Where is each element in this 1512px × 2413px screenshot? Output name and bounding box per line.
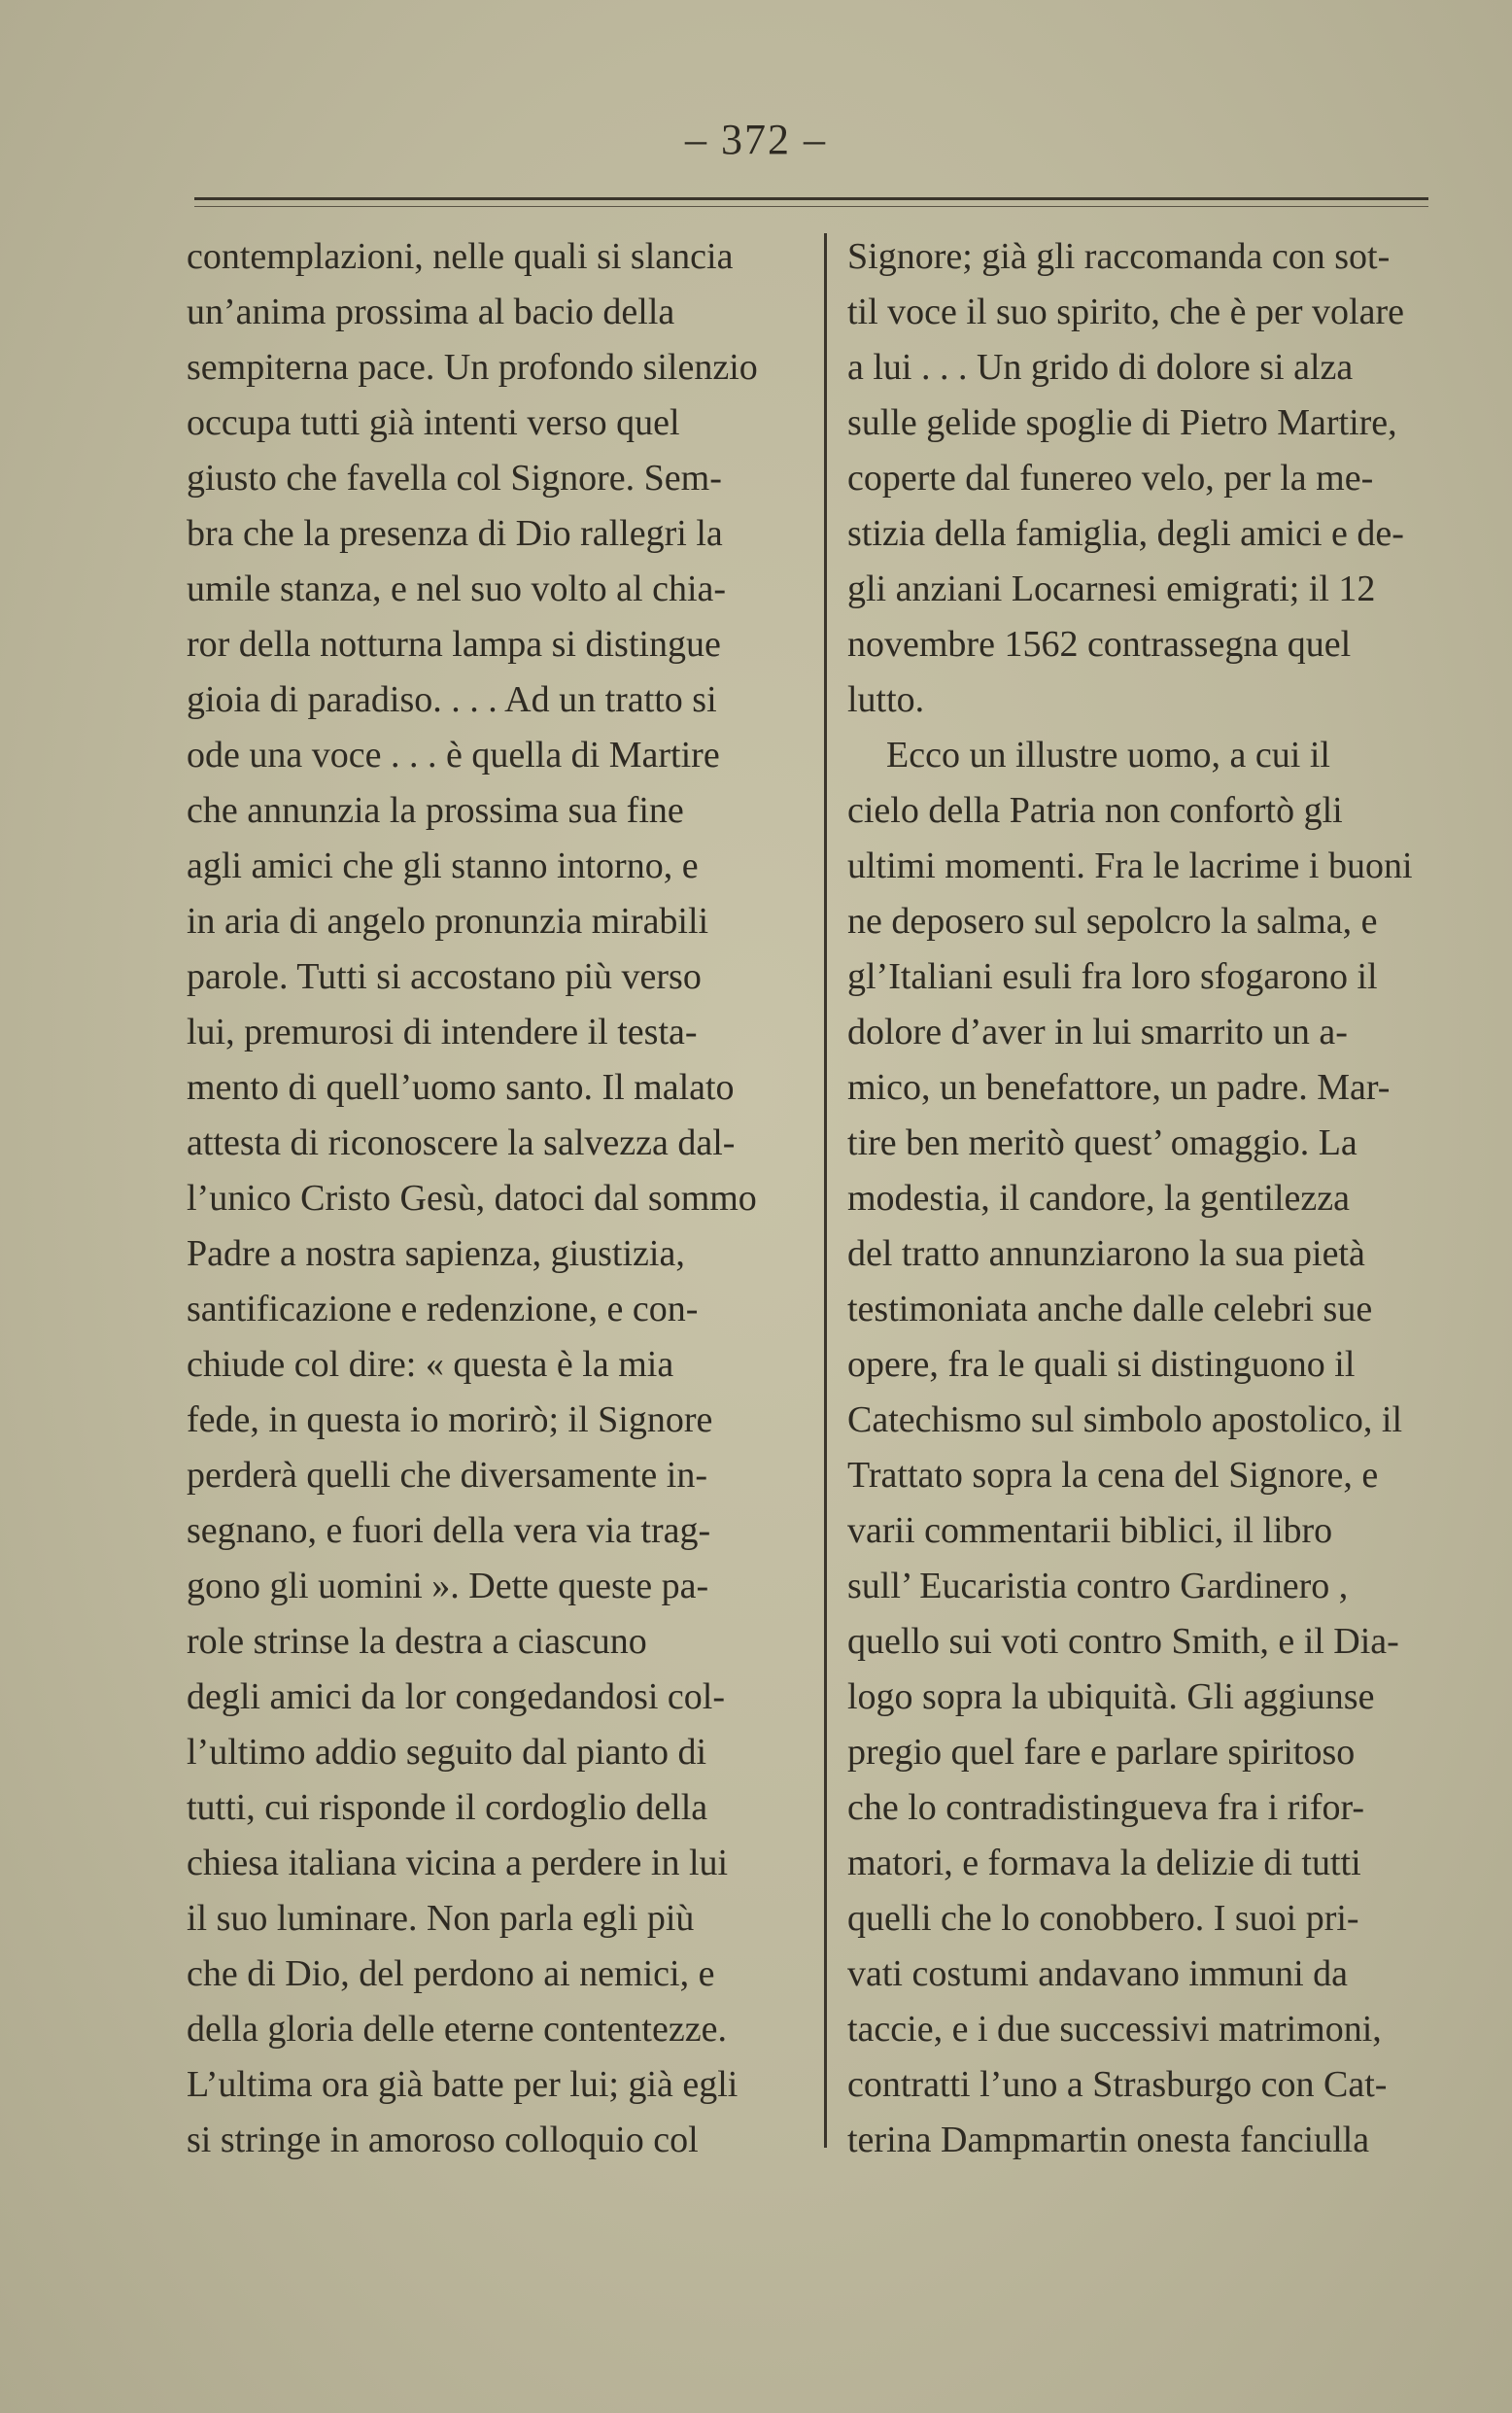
text-line: terina Dampmartin onesta fanciulla bbox=[847, 2120, 1370, 2160]
text-line: del tratto annunziarono la sua pietà bbox=[847, 1233, 1365, 1274]
text-line: in aria di angelo pronunzia mirabili bbox=[187, 901, 709, 942]
text-line: cielo della Patria non confortò gli bbox=[847, 790, 1343, 831]
text-line: quelli che lo conobbero. I suoi pri- bbox=[847, 1898, 1359, 1939]
text-line: til voce il suo spirito, che è per volare bbox=[847, 292, 1404, 332]
text-line: gioia di paradiso. . . . Ad un tratto si bbox=[187, 679, 717, 720]
text-line: chiesa italiana vicina a perdere in lui bbox=[187, 1843, 729, 1883]
text-line: Trattato sopra la cena del Signore, e bbox=[847, 1455, 1379, 1496]
text-line: contemplazioni, nelle quali si slancia bbox=[187, 236, 734, 277]
left-column bbox=[187, 229, 791, 2168]
text-line: attesta di riconoscere la salvezza dal- bbox=[187, 1122, 736, 1163]
text-line: sempiterna pace. Un profondo silenzio bbox=[187, 347, 758, 388]
text-line: mento di quell’uomo santo. Il malato bbox=[187, 1067, 735, 1108]
text-line: umile stanza, e nel suo volto al chia- bbox=[187, 569, 727, 609]
text-line: ode una voce . . . è quella di Martire bbox=[187, 735, 720, 776]
text-line: contratti l’uno a Strasburgo con Cat- bbox=[847, 2064, 1388, 2105]
text-line: opere, fra le quali si distinguono il bbox=[847, 1344, 1356, 1385]
text-line: pregio quel fare e parlare spiritoso bbox=[847, 1732, 1356, 1773]
text-line: matori, e formava la delizie di tutti bbox=[847, 1843, 1361, 1883]
text-line: che di Dio, del perdono ai nemici, e bbox=[187, 1953, 715, 1994]
text-line: L’ultima ora già batte per lui; già egli bbox=[187, 2064, 739, 2105]
text-line: chiude col dire: « questa è la mia bbox=[187, 1344, 674, 1385]
text-line: Padre a nostra sapienza, giustizia, bbox=[187, 1233, 685, 1274]
text-line: modestia, il candore, la gentilezza bbox=[847, 1178, 1350, 1219]
text-line: perderà quelli che diversamente in- bbox=[187, 1455, 707, 1496]
text-line: novembre 1562 contrassegna quel bbox=[847, 624, 1352, 665]
column-divider bbox=[824, 233, 827, 2148]
text-line: santificazione e redenzione, e con- bbox=[187, 1289, 699, 1329]
text-line: che annunzia la prossima sua fine bbox=[187, 790, 684, 831]
text-line: Catechismo sul simbolo apostolico, il bbox=[847, 1399, 1403, 1440]
text-line: gl’Italiani esuli fra loro sfogarono il bbox=[847, 956, 1378, 997]
text-line: agli amici che gli stanno intorno, e bbox=[187, 845, 699, 886]
text-line: varii commentarii biblici, il libro bbox=[847, 1510, 1333, 1551]
text-line: sulle gelide spoglie di Pietro Martire, bbox=[847, 402, 1397, 443]
right-column bbox=[847, 229, 1450, 2168]
text-line: bra che la presenza di Dio rallegri la bbox=[187, 513, 723, 554]
text-line: stizia della famiglia, degli amici e de- bbox=[847, 513, 1404, 554]
header-rule bbox=[194, 197, 1428, 207]
text-line: occupa tutti già intenti verso quel bbox=[187, 402, 680, 443]
text-line: gli anziani Locarnesi emigrati; il 12 bbox=[847, 569, 1376, 609]
text-line: giusto che favella col Signore. Sem- bbox=[187, 458, 722, 499]
text-line: della gloria delle eterne contentezze. bbox=[187, 2009, 727, 2050]
text-line: parole. Tutti si accostano più verso bbox=[187, 956, 702, 997]
text-line: lutto. bbox=[847, 679, 925, 720]
text-line: quello sui voti contro Smith, e il Dia- bbox=[847, 1621, 1399, 1662]
text-line: vati costumi andavano immuni da bbox=[847, 1953, 1349, 1994]
text-line: il suo luminare. Non parla egli più bbox=[187, 1898, 695, 1939]
text-line: ror della notturna lampa si distingue bbox=[187, 624, 721, 665]
text-line: l’ultimo addio seguito dal pianto di bbox=[187, 1732, 707, 1773]
text-line: tire ben meritò quest’ omaggio. La bbox=[847, 1122, 1357, 1163]
text-line: logo sopra la ubiquità. Gli aggiunse bbox=[847, 1676, 1375, 1717]
text-line: role strinse la destra a ciascuno bbox=[187, 1621, 647, 1662]
text-line: testimoniata anche dalle celebri sue bbox=[847, 1289, 1373, 1329]
text-line: ne deposero sul sepolcro la salma, e bbox=[847, 901, 1378, 942]
text-line: Ecco un illustre uomo, a cui il bbox=[886, 735, 1330, 776]
text-line: un’anima prossima al bacio della bbox=[187, 292, 675, 332]
text-line: l’unico Cristo Gesù, datoci dal sommo bbox=[187, 1178, 757, 1219]
text-line: fede, in questa io morirò; il Signore bbox=[187, 1399, 713, 1440]
text-line: si stringe in amoroso colloquio col bbox=[187, 2120, 699, 2160]
text-line: taccie, e i due successivi matrimoni, bbox=[847, 2009, 1382, 2050]
text-line: Signore; già gli raccomanda con sot- bbox=[847, 236, 1391, 277]
text-line: coperte dal funereo velo, per la me- bbox=[847, 458, 1374, 499]
text-line: gono gli uomini ». Dette queste pa- bbox=[187, 1566, 709, 1606]
text-line: segnano, e fuori della vera via trag- bbox=[187, 1510, 711, 1551]
text-line: degli amici da lor congedandosi col- bbox=[187, 1676, 725, 1717]
text-line: ultimi momenti. Fra le lacrime i buoni bbox=[847, 845, 1413, 886]
page-number: – 372 – bbox=[685, 116, 827, 163]
text-line: a lui . . . Un grido di dolore si alza bbox=[847, 347, 1354, 388]
text-line: dolore d’aver in lui smarrito un a- bbox=[847, 1012, 1348, 1052]
text-line: sull’ Eucaristia contro Gardinero , bbox=[847, 1566, 1349, 1606]
text-line: tutti, cui risponde il cordoglio della bbox=[187, 1787, 708, 1828]
text-line: mico, un benefattore, un padre. Mar- bbox=[847, 1067, 1391, 1108]
text-line: che lo contradistingueva fra i rifor- bbox=[847, 1787, 1365, 1828]
text-line: lui, premurosi di intendere il testa- bbox=[187, 1012, 698, 1052]
